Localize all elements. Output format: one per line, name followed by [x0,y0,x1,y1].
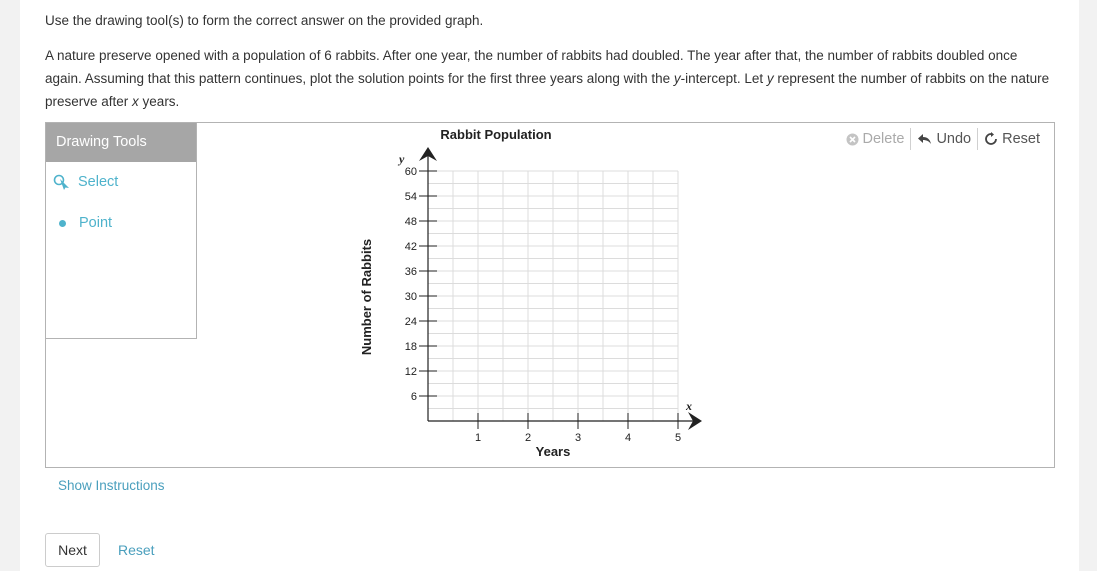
next-button[interactable]: Next [45,533,100,567]
y-tick-label: 12 [404,366,417,378]
question-part-2: -intercept. Let [680,71,767,86]
reset-link[interactable]: Reset [118,542,155,558]
x-tick-label: 1 [474,432,482,444]
drawing-tools-panel [46,123,197,339]
y-tick-label: 24 [404,316,417,328]
reset-icon [984,132,998,146]
select-tool[interactable] [53,174,118,190]
y-axis-ticks [405,166,437,403]
graph-canvas[interactable] [341,123,692,468]
reset-graph-label: Reset [1002,131,1040,147]
y-tick-label: 42 [404,241,417,253]
point-dot-icon [59,220,66,227]
point-tool-label: Point [79,215,113,231]
x-tick-label: 2 [524,432,532,444]
chart-title: Rabbit Population [440,127,552,142]
select-tool-label: Select [78,174,119,190]
axes [419,147,702,430]
x-tick-label: 5 [674,432,682,444]
x-axis-letter: x [686,399,692,413]
select-pointer-icon [53,174,71,190]
delete-icon [846,133,859,146]
drawing-tools-header: Drawing Tools [46,123,196,162]
delete-button[interactable] [840,129,911,149]
delete-label: Delete [862,131,905,147]
y-axis-letter: y [399,152,405,166]
y-tick-label: 36 [404,266,417,278]
show-instructions-link[interactable]: Show Instructions [58,478,165,493]
x-axis-label: Years [535,444,571,459]
reset-graph-button[interactable] [978,129,1046,149]
question-x-var: x [132,94,139,109]
undo-button[interactable] [911,129,977,149]
y-tick-label: 18 [404,341,417,353]
x-axis-ticks [475,413,681,444]
question-y-var-2: y [766,71,774,86]
y-tick-label: 54 [404,191,417,203]
y-tick-label: 6 [410,391,417,403]
y-tick-label: 48 [404,216,417,228]
grid [428,171,678,421]
question-part-1: A nature preserve opened with a population of 6 rabbits. After one year, the number of rabbits had doubled. The year after that, the number of rabbits doubled once again. Assuming that this pattern continues, plot the solution points for the first three years along with the [45,48,1018,86]
question-y-var: y [673,71,681,86]
instruction-text: Use the drawing tool(s) to form the correct answer on the provided graph. [45,13,484,28]
page [20,0,1079,571]
y-tick-label: 30 [404,291,417,303]
question-text [45,44,1055,113]
question-part-4: years. [138,94,180,109]
x-tick-label: 4 [624,432,632,444]
graphing-workspace [45,122,1055,468]
undo-label: Undo [936,131,972,147]
y-tick-label: 60 [404,166,417,178]
y-axis-label: Number of Rabbits [359,238,374,356]
undo-icon [917,133,932,145]
x-tick-label: 3 [574,432,582,444]
question-part-3: represent the number of rabbits on the nature preserve after [45,71,1050,109]
graph-toolbar [840,128,1046,150]
point-tool[interactable] [53,215,112,231]
